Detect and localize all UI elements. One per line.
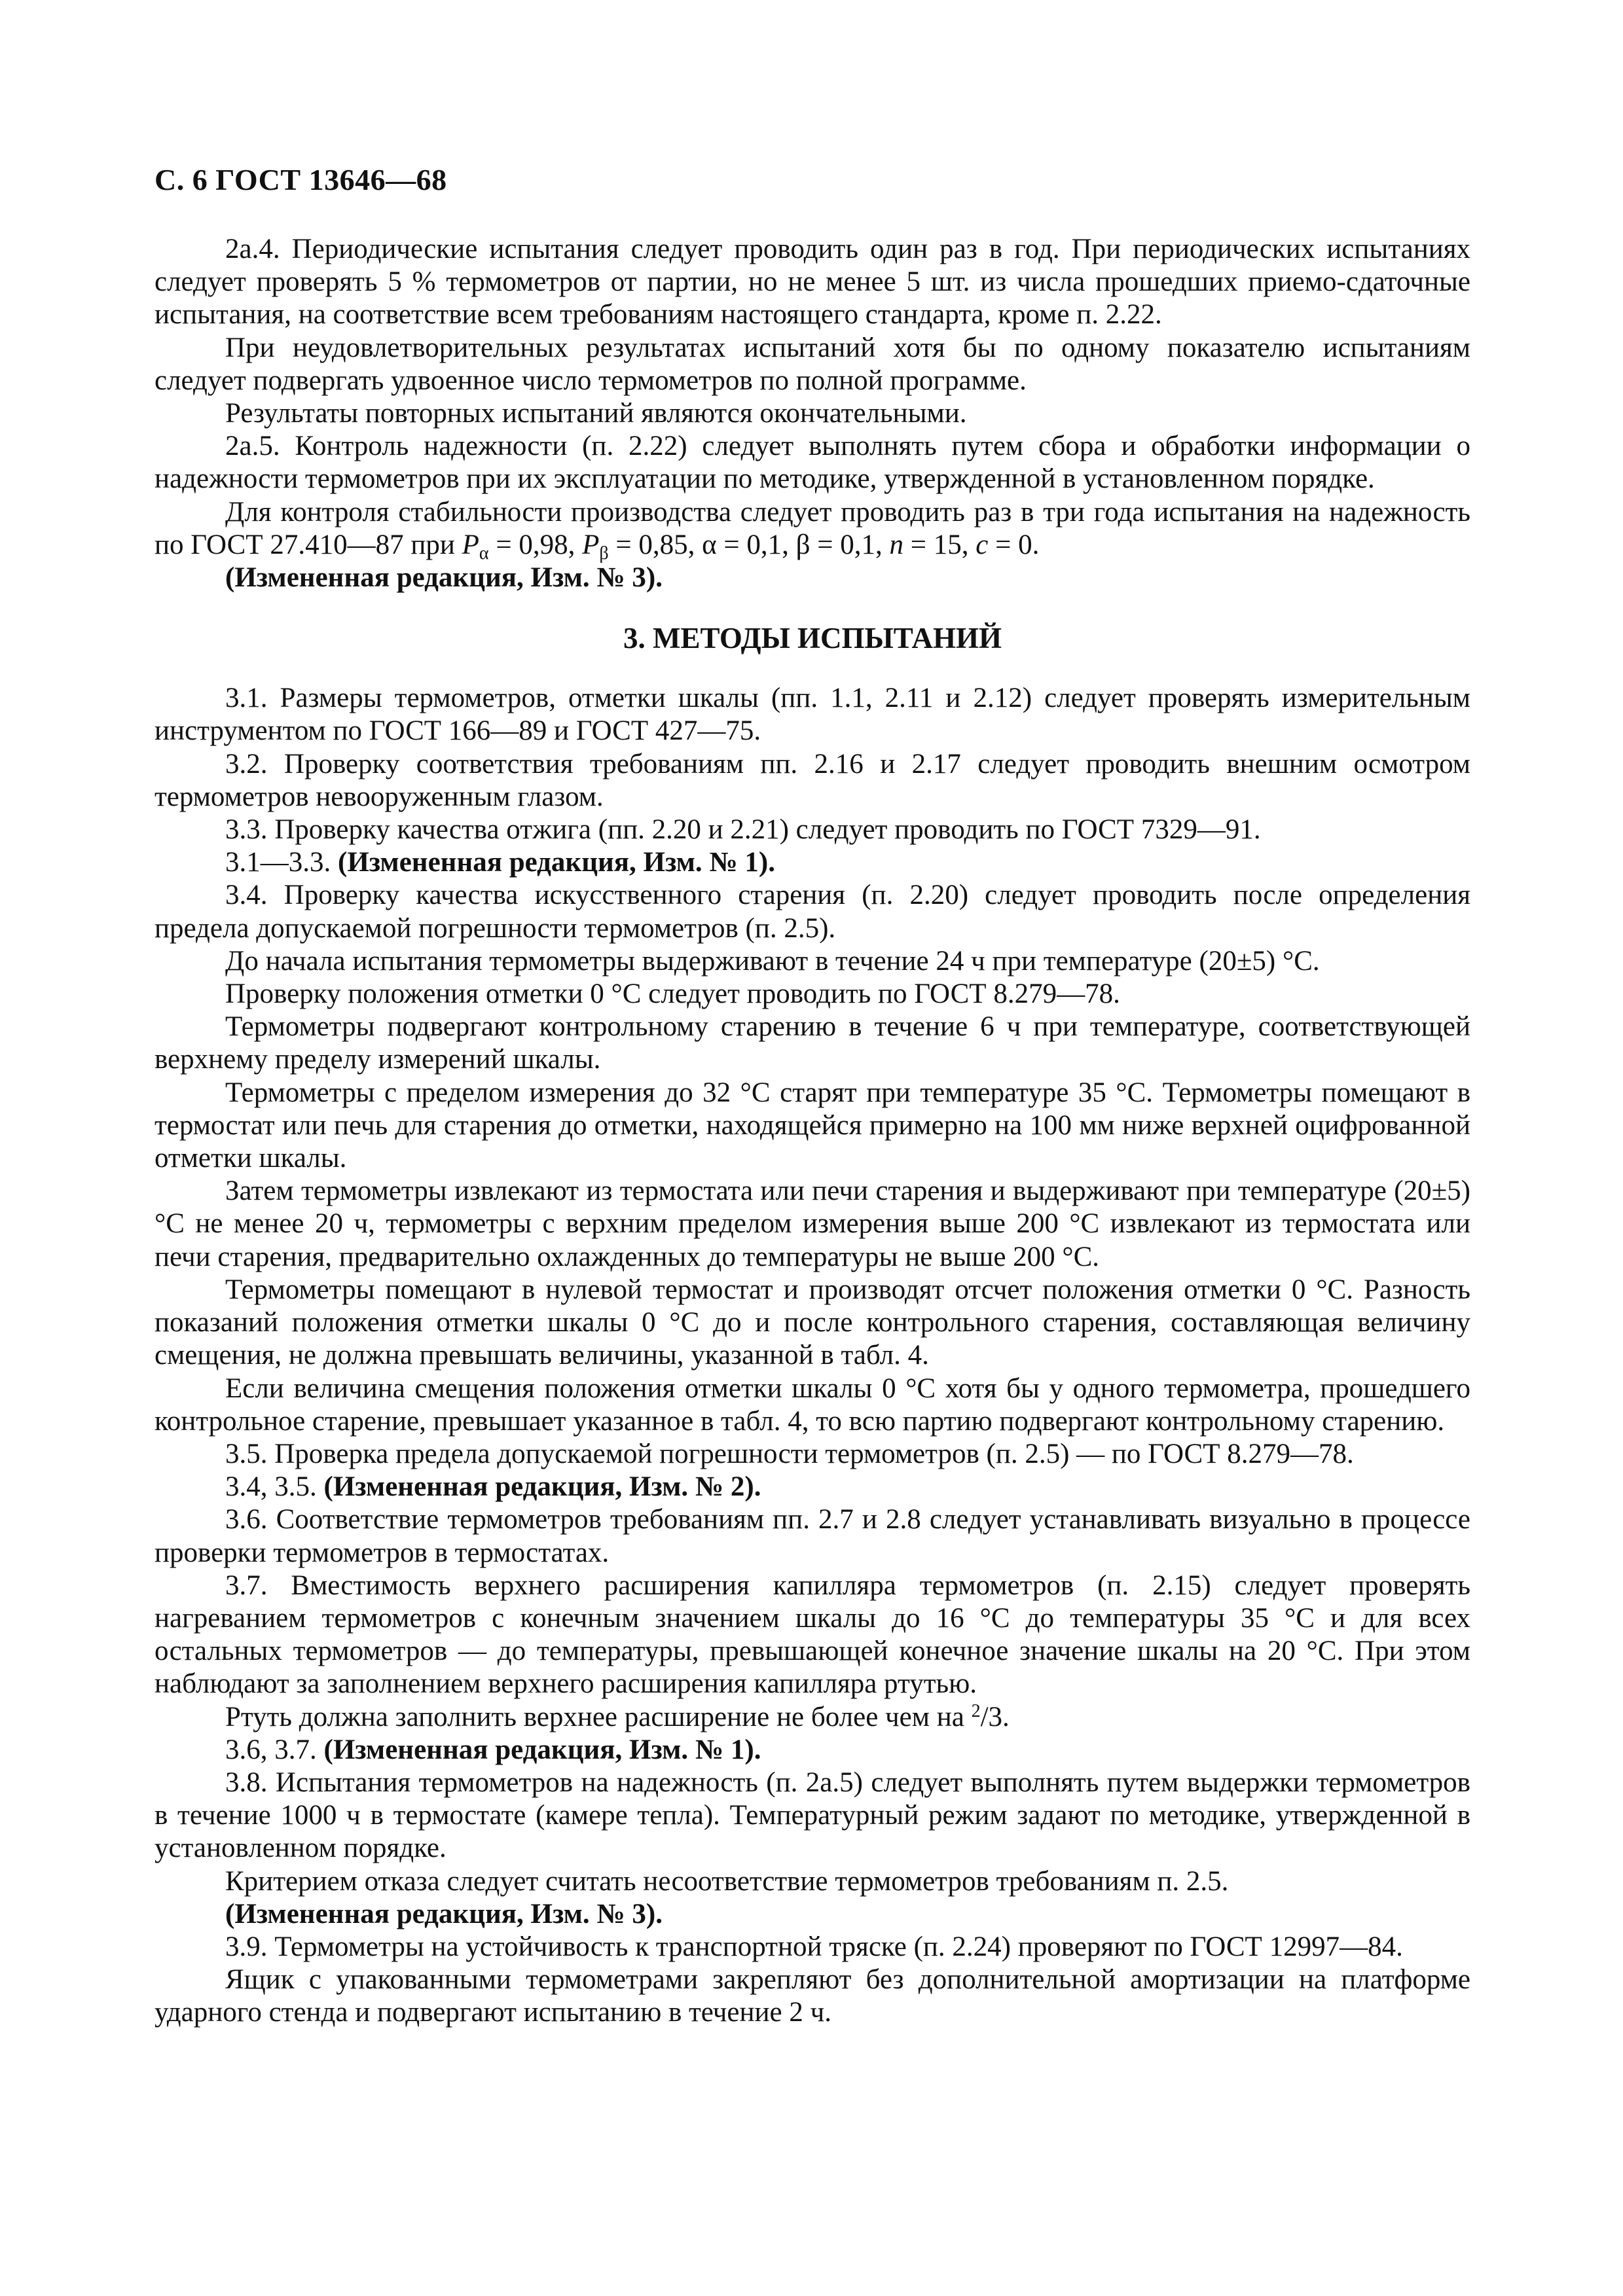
paragraph-repeat-results: Результаты повторных испытаний являются окончательными.	[225, 398, 967, 429]
paragraph-stability-control: Для контроля стабильности производства следует проводить раз в три года испытания на надежность по ГОСТ 27.410—87 при $P_\alpha = 0,98$, $P_\beta = 0,85$, α = 0,1, β = 0,1, n = 15, c = 0.	[155, 496, 1470, 564]
paragraph-3-6: 3.6. Соответствие термометров требованиям пп. 2.7 и 2.8 следует устанавливать визуально в процессе проверки термометров в термостатах.	[155, 1504, 1470, 1568]
paragraph-zero-thermostat: Термометры помещают в нулевой термостат и производят отсчет положения отметки 0 °С. Разность показаний положения отметки шкалы 0 °С до и после контрольного старения, составляющая величину смещения, не должна превышать величины, указанной в табл. 4.	[155, 1274, 1470, 1371]
amendment-note-1b: 3.6, 3.7. (Измененная редакция, Изм. № 1).	[225, 1734, 761, 1765]
paragraph-3-5: 3.5. Проверка предела допускаемой погрешности термометров (п. 2.5) — по ГОСТ 8.279—78.	[225, 1438, 1354, 1469]
paragraph-failure-criterion: Критерием отказа следует считать несоответствие термометров требованиям п. 2.5.	[225, 1865, 1229, 1897]
paragraph-before-test: До начала испытания термометры выдерживают в течение 24 ч при температуре (20±5) °С.	[225, 945, 1320, 977]
paragraph-unsatisfactory-results: При неудовлетворительных результатах испытаний хотя бы по одному показателю испытаниям следует подвергать удвоенное число термометров по полной программе.	[155, 332, 1470, 396]
amendment-note-3: (Измененная редакция, Изм. № 3).	[225, 562, 663, 594]
amendment-note-3b: (Измененная редакция, Изм. № 3).	[225, 1898, 663, 1929]
paragraph-2a5: 2а.5. Контроль надежности (п. 2.22) следует выполнять путем сбора и обработки информации о надежности термометров при их эксплуатации по методике, утвержденной в установленном порядке.	[155, 431, 1470, 495]
paragraph-zero-check: Проверку положения отметки 0 °С следует проводить по ГОСТ 8.279—78.	[225, 978, 1120, 1010]
paragraph-mercury: Ртуть должна заполнить верхнее расширение не более чем на $^2$/3.	[225, 1700, 1010, 1732]
paragraph-aging-32c: Термометры с пределом измерения до 32 °С старят при температуре 35 °С. Термометры помещают в термостат или печь для старения до отметки, находящейся примерно на 100 мм ниже верхней оцифрованной отметки шкалы.	[155, 1077, 1470, 1174]
paragraph-3-3: 3.3. Проверку качества отжига (пп. 2.20 и 2.21) следует проводить по ГОСТ 7329—91.	[225, 814, 1261, 846]
amendment-note-1: 3.1—3.3. (Измененная редакция, Изм. № 1).	[225, 847, 775, 878]
paragraph-3-1: 3.1. Размеры термометров, отметки шкалы (пп. 1.1, 2.11 и 2.12) следует проверять измерительным инструментом по ГОСТ 166—89 и ГОСТ 427—75.	[155, 683, 1470, 747]
section-title: 3. МЕТОДЫ ИСПЫТАНИЙ	[623, 622, 1002, 655]
paragraph-control-aging: Термометры подвергают контрольному старению в течение 6 ч при температуре, соответствующей верхнему пределу измерений шкалы.	[155, 1011, 1470, 1075]
paragraph-3-2: 3.2. Проверку соответствия требованиям пп. 2.16 и 2.17 следует проводить внешним осмотром термометров невооруженным глазом.	[155, 748, 1470, 812]
document-body	[155, 233, 1470, 2030]
paragraph-3-9: 3.9. Термометры на устойчивость к транспортной тряске (п. 2.24) проверяют по ГОСТ 12997—84.	[225, 1931, 1403, 1962]
paragraph-2a4: 2а.4. Периодические испытания следует проводить один раз в год. При периодических испытаниях следует проверять 5 % термометров от партии, но не менее 5 шт. из числа прошедших приемо-сдаточные испытания, на соответствие всем требованиям настоящего стандарта, кроме п. 2.22.	[155, 234, 1470, 331]
amendment-note-2: 3.4, 3.5. (Измененная редакция, Изм. № 2).	[225, 1471, 761, 1503]
paragraph-shift: Если величина смещения положения отметки шкалы 0 °С хотя бы у одного термометра, прошедшего контрольное старение, превышает указанное в табл. 4, то всю партию подвергают контрольному старению.	[155, 1372, 1470, 1437]
paragraph-box-test: Ящик с упакованными термометрами закрепляют без дополнительной амортизации на платформе ударного стенда и подвергают испытанию в течение 2 ч.	[155, 1964, 1470, 2028]
page-header: С. 6 ГОСТ 13646—68	[155, 163, 447, 196]
paragraph-3-8: 3.8. Испытания термометров на надежность (п. 2а.5) следует выполнять путем выдержки термометров в течение 1000 ч в термостате (камере тепла). Температурный режим задают по методике, утвержденной в установленном порядке.	[155, 1767, 1470, 1864]
paragraph-extract: Затем термометры извлекают из термостата или печи старения и выдерживают при температуре (20±5) °С не менее 20 ч, термометры с верхним пределом измерения выше 200 °С извлекают из термостата или печи старения, предварительно охлажденных до температуры не выше 200 °С.	[155, 1175, 1470, 1272]
paragraph-3-4: 3.4. Проверку качества искусственного старения (п. 2.20) следует проводить после определения предела допускаемой погрешности термометров (п. 2.5).	[155, 880, 1470, 944]
paragraph-3-7: 3.7. Вместимость верхнего расширения капилляра термометров (п. 2.15) следует проверять нагреванием термометров с конечным значением шкалы до 16 °С до температуры 35 °С и для всех остальных термометров — до температуры, превышающей конечное значение шкалы на 20 °С. При этом наблюдают за заполнением верхнего расширения капилляра ртутью.	[155, 1570, 1470, 1700]
